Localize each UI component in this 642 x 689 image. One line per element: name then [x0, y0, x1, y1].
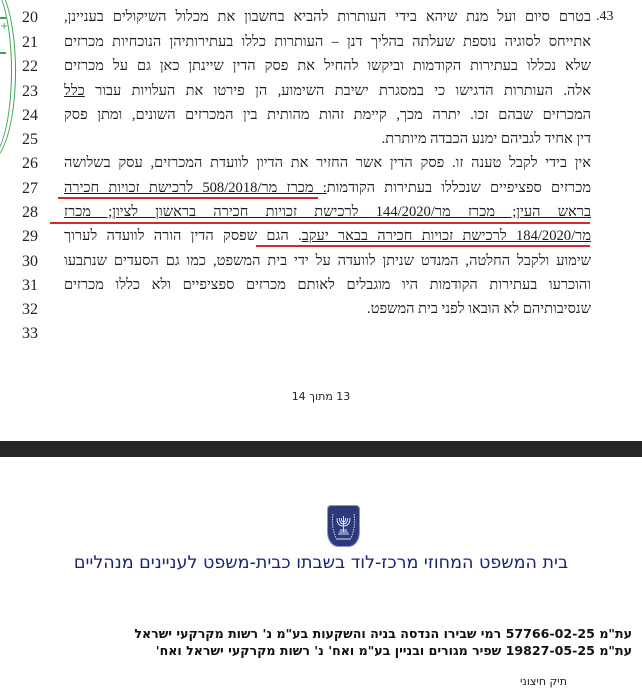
- text-line: [64, 203, 591, 221]
- text-line: שלא נכללו בעתירות הקודמות וביקשו להחיל את פסק הדין שיינתן כאן גם על מכרזים: [64, 58, 591, 74]
- stamp-mark: [0, 52, 6, 54]
- line-number: 29: [22, 228, 38, 245]
- underlined-text: מר/184/2020 לרכישת זכויות חכירה בבאר יעקב: [301, 228, 591, 244]
- text-line: [64, 179, 591, 197]
- text-line: דין אחיד לגביהם ימנע הכבדה מיותרת.: [381, 131, 591, 147]
- case-title-line: עת"מ 19827-05-25 שפיר מגורים ובניין בע"מ ואח' נ' רשות מקרקעי ישראל ואח': [155, 643, 632, 658]
- page-separator: [0, 441, 642, 457]
- text-line: [64, 82, 591, 100]
- line-number: 28: [22, 204, 38, 221]
- stamp-mark: [0, 17, 6, 19]
- red-annotation-underline: [50, 222, 590, 224]
- paragraph-number: .43: [596, 9, 614, 24]
- case-title-line: עת"מ 57766-02-25 רמי שבירו הנדסה בניה והשקעות בע"מ נ' רשות מקרקעי ישראל: [134, 626, 632, 641]
- text-line: אין בידי לקבל טענה זו. פסק הדין אשר החזיר את הדיון לוועדת המכרזים, עסק בשלושה: [64, 155, 591, 171]
- cut-off-text: תיק חיצוני: [519, 675, 567, 688]
- text-segment: . הגם שפסק הדין הורה לוועדה לערוך: [64, 228, 302, 244]
- page-number-footer: 13 מתוך 14: [291, 390, 351, 403]
- text-line: בטרם סיום ועל מנת שיהא בידי העותרות להביא בחשבון את מכלול השיקולים בעניינן,: [64, 9, 591, 25]
- text-line: אתייחס לסוגיה נוספת שעלתה בהליך דנן – העותרות כללו בעתירותיהן הנוכחיות מכרזים: [64, 34, 591, 50]
- line-number: 21: [22, 34, 38, 51]
- line-number: 26: [22, 155, 38, 172]
- state-emblem-icon: [328, 506, 359, 546]
- line-number: 25: [22, 131, 38, 148]
- underlined-text: : מכרז מר/508/2018 לרכישת זכויות חכירה: [64, 180, 327, 196]
- underlined-text: בראש העין; מכרז מר/144/2020 לרכישת זכויות חכירה בראשון לציון; מכרז: [64, 204, 591, 220]
- line-number: 31: [22, 277, 38, 294]
- underlined-text: כלל: [64, 83, 85, 99]
- line-number: 32: [22, 301, 38, 318]
- court-title: בית המשפט המחוזי מרכז-לוד בשבתו כבית-משפט לעניינים מנהליים: [73, 553, 569, 573]
- text-segment: מכרזים ספציפיים שנכללו בעתירות הקודמות: [326, 180, 591, 196]
- red-annotation-underline: [256, 245, 590, 247]
- red-annotation-underline: [58, 197, 318, 199]
- stamp-plus-mark: +: [0, 21, 9, 32]
- line-number: 24: [22, 107, 38, 124]
- line-number: 20: [22, 9, 38, 26]
- text-line: שימוע ולקבל החלטה, המנדט שניתן לוועדה על ידי בית המשפט, כמו גם הסעדים שנתבעו: [64, 253, 591, 269]
- line-number: 22: [22, 58, 38, 75]
- text-line: שנסיבותיהם לא הובאו לפני בית המשפט.: [367, 301, 591, 317]
- line-number: 27: [22, 180, 38, 197]
- line-number: 23: [22, 83, 38, 100]
- text-line: המכרזים שבהם זכו. יתרה מכך, קיימת זהות מהותית בין המכרזים השונים, ומתן פסק: [64, 107, 591, 123]
- line-number: 30: [22, 253, 38, 270]
- text-line: [64, 227, 591, 245]
- text-segment: אלה. העותרות הדגישו כי במסגרת ישיבת השימוע, הן פירטו את העלויות עבור: [84, 83, 591, 99]
- text-line: והוכרעו בעתירות הקודמות היו מוגבלים לאותם מכרזים ספציפיים ולא כללו מכרזים: [64, 277, 591, 293]
- line-number: 33: [22, 325, 38, 342]
